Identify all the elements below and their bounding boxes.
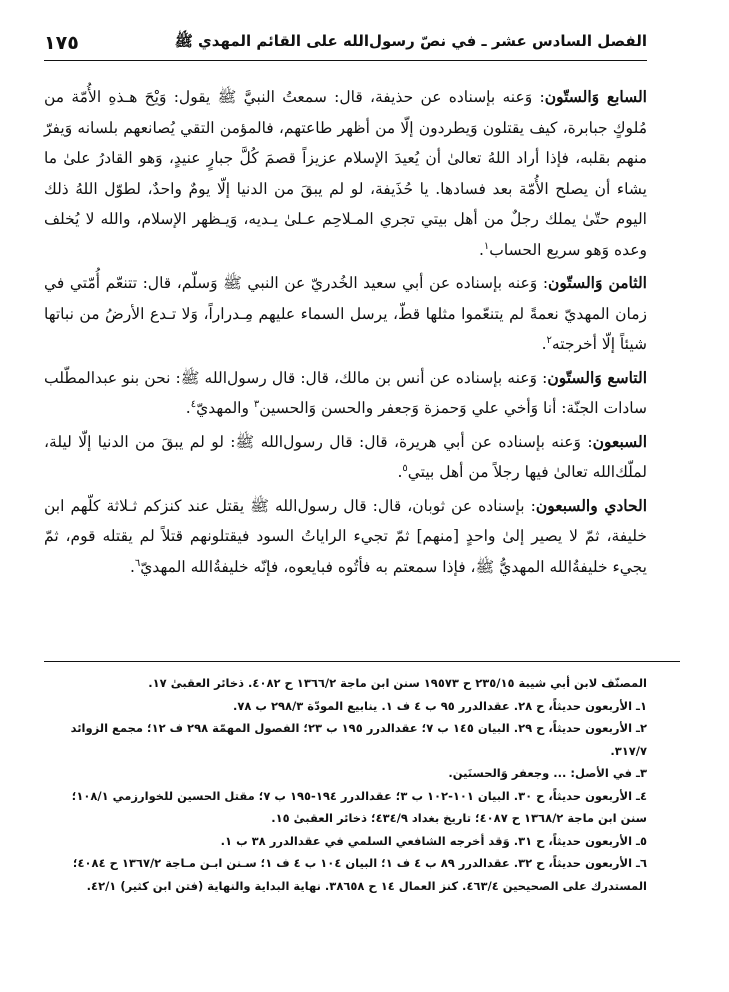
- footnote: ٥ـ الأربعون حديثاً، ح ٣١. وَقد أخرجه الشافعي السلمي في عقدالدرر ٣٨ ب ١.: [220, 833, 647, 848]
- hadith-number: الثامن وَالستّون: [548, 273, 647, 292]
- hadith-text: : وَعنه بإسناده عن أبي هريرة، قال: قال رسول‌الله ﷺ: لو لم يبقَ من الدنيا إلّا ليلة، لملّك‌الله تعالىٰ فيها رجلاً من أهل بيتي: [44, 432, 647, 481]
- footnote-ref[interactable]: ٣: [253, 398, 260, 410]
- footnote: ٣ـ في الأصل: ... وجعفر وَالحسنَين.: [448, 766, 647, 780]
- header-rule: [44, 60, 647, 61]
- footnote-ref[interactable]: ٢: [546, 334, 552, 346]
- hadith-text: : وَعنه بإسناده عن أبي سعيد الخُدريّ عن النبي ﷺ وَسلّم، قال: تتنعّم أُمّتي في زمان المهديّ نعمةً لم يتنعّموا مثلها قطّ، يرسل السماء عليهم مِـدراراً، وَلا تـدع الأرضُ من نباتها شيئاً إلّا أخرجته: [44, 274, 647, 353]
- footnote: ١ـ الأربعون حديثاً، ح ٢٨. عقدالدرر ٩٥ ب ٤ ف ١. ينابيع المودّة ٢٩٨/٣ ب ٧٨.: [233, 698, 647, 713]
- hadith-paragraph: الحادي والسبعون: بإسناده عن ثوبان، قال: قال رسول‌الله ﷺ يقتل عند كنزكم ثـلاثة كلّهم ابن خليفة، ثمّ لا يصير إلىٰ واحدٍ [منهم] ثمّ تجيء الراياتُ السود فيقتلونهم قتلاً لم يقتله قوم، ثمّ يجيء خليفةُ‌الله المهديُّ ﷺ، فإذا سمعتم به فأتُوه فبايعوه، فإنّه خليفةُ‌الله المهديّ$^٦$.: [44, 495, 648, 576]
- main-text: [44, 82, 647, 585]
- hadith-number: السبعون: [592, 431, 647, 451]
- footnote-ref[interactable]: ٤: [190, 398, 197, 410]
- hadith-text: : وَعنه بإسناده عن أنس بن مالك، قال: قال رسول‌الله ﷺ: نحن بنو عبدالمطّلب سادات الجنّة: أنا وَأخي علي وَحمزة وَجعفر والحسن وَالحسين: [44, 368, 647, 417]
- hadith-text: والمهديّ: [196, 399, 249, 417]
- footnote: ٢ـ الأربعون حديثاً، ح ٢٩. البيان ١٤٥ ب ٧؛ عقدالدرر ١٩٥ ب ٢٣؛ الفصول المهمّة ٢٩٨ ف ١٢؛ مجمع الزوائد ٣١٧/٧.: [70, 721, 647, 758]
- hadith-number: الحادي والسبعون: [535, 495, 648, 515]
- chapter-title: الفصل السادس عشر ـ في نصّ رسول‌الله على القائم المهدي ﷺ: [174, 32, 647, 50]
- footnotes: [44, 672, 647, 897]
- footnote: ٦ـ الأربعون حديثاً، ح ٣٢. عقدالدرر ٨٩ ب ٤ ف ١؛ البيان ١٠٤ ب ٤ ف ١؛ سـنن ابـن مـاجة ١٣٦٧/٢ ح ٤٠٨٤؛ المستدرك على الصحيحين ٤٦٣/٤. كنز العمال ١٤ ح ٣٨٦٥٨. نهاية البداية والنهاية (فتن ابن كثير) ٤٢/١.: [72, 856, 647, 893]
- footnote: المصنّف لابن أبي شيبة ٢٣٥/١٥ ح ١٩٥٧٣ سنن ابن ماجة ١٣٦٦/٢ ح ٤٠٨٢. ذخائر العقبىٰ ١٧.: [148, 676, 647, 690]
- footnote-ref[interactable]: ٦: [134, 557, 141, 569]
- hadith-text: : وَعنه بإسناده عن حذيفة، قال: سمعتُ النبيَّ ﷺ يقول: وَيْحَ هـذهِ الأُمّة من مُلوكٍ جبابرة، كيف يقتلون وَيطردون إلّا من أظهر طاعتهم، فالمؤمن التقي يُصانعهم بلسانه وَيفرّ منهم بقلبه، فإذا أراد اللهُ تعالىٰ أن يُعيدَ الإسلام عزيزاً قصمَ كُلَّ جبارٍ عنيدٍ، وَهو القادرُ علىٰ ما يشاء أن يصلح الأُمّة بعد فسادها. يا حُذَيفة، لو لم يبقَ من الدنيا إلّا يومٌ واحدٌ، لطوّل اللهُ ذلك اليوم حتّىٰ يملك رجلٌ من أهل بيتي تجري المـلاحِم عـلىٰ يـديه، وَيـظهر الإسلام، والله لا يُخلف وعده وَهو سريع الحساب: [44, 88, 647, 259]
- footnote-ref[interactable]: ٥: [402, 462, 408, 474]
- hadith-paragraph: الثامن وَالستّون: وَعنه بإسناده عن أبي سعيد الخُدريّ عن النبي ﷺ وَسلّم، قال: تتنعّم أُمّتي في زمان المهديّ نعمةً لم يتنعّموا مثلها قطّ، يرسل السماء عليهم مِـدراراً، وَلا تـدع الأرضُ من نباتها شيئاً إلّا أخرجته$^٢$.: [44, 273, 647, 353]
- running-header: [44, 28, 647, 58]
- hadith-paragraph: السبعون: وَعنه بإسناده عن أبي هريرة، قال: قال رسول‌الله ﷺ: لو لم يبقَ من الدنيا إلّا ليلة، لملّك‌الله تعالىٰ فيها رجلاً من أهل بيتي$^٥$.: [44, 431, 647, 481]
- footnote: ٤ـ الأربعون حديثاً، ح ٣٠. البيان ١٠١-١٠٢ ب ٣؛ عقدالدرر ١٩٤-١٩٥ ب ٧؛ مقتل الحسين للخوارزمي ١٠٨/١؛ سنن ابن ماجة ١٣٦٨/٢ ح ٤٠٨٧؛ تاريخ بغداد ٤٣٤/٩؛ ذخائر العقبىٰ ١٥.: [71, 788, 647, 825]
- page-number: ١٧٥: [44, 32, 79, 54]
- hadith-paragraph: السابع وَالستّون: وَعنه بإسناده عن حذيفة، قال: سمعتُ النبيَّ ﷺ يقول: وَيْحَ هـذهِ الأُمّة من مُلوكٍ جبابرة، كيف يقتلون وَيطردون إلّا من أظهر طاعتهم، فالمؤمن التقي يُصانعهم بلسانه وَيفرّ منهم بقلبه، فإذا أراد اللهُ تعالىٰ أن يُعيدَ الإسلام عزيزاً قصمَ كُلَّ جبارٍ عنيدٍ، وَهو القادرُ علىٰ ما يشاء أن يصلح الأُمّة بعد فسادها. يا حُذَيفة، لو لم يبقَ من الدنيا إلّا يومٌ واحدٌ، لطوّل اللهُ ذلك اليوم حتّىٰ يملك رجلٌ من أهل بيتي تجري المـلاحِم عـلىٰ يـديه، وَيـظهر الإسلام، والله لا يُخلف وعده وَهو سريع الحساب$^١$.: [44, 87, 647, 259]
- hadith-paragraph: التاسع وَالستّون: وَعنه بإسناده عن أنس بن مالك، قال: قال رسول‌الله ﷺ: نحن بنو عبدالمطّلب سادات الجنّة: أنا وَأخي علي وَحمزة وَجعفر والحسن وَالحسين$^٣$ والمهديّ$^٤$.: [44, 367, 647, 417]
- footnote-separator: [44, 661, 680, 662]
- hadith-number: التاسع وَالستّون: [547, 367, 647, 387]
- hadith-text: : بإسناده عن ثوبان، قال: قال رسول‌الله ﷺ يقتل عند كنزكم ثـلاثة كلّهم ابن خليفة، ثمّ لا يصير إلىٰ واحدٍ [منهم] ثمّ تجيء الراياتُ السود فيقتلونهم قتلاً لم يقتله قوم، ثمّ يجيء خليفةُ‌الله المهديُّ ﷺ، فإذا سمعتم به فأتُوه فبايعوه، فإنّه خليفةُ‌الله المهديّ: [44, 496, 647, 576]
- footnote-ref[interactable]: ١: [483, 240, 490, 252]
- hadith-number: السابع وَالستّون: [544, 87, 647, 106]
